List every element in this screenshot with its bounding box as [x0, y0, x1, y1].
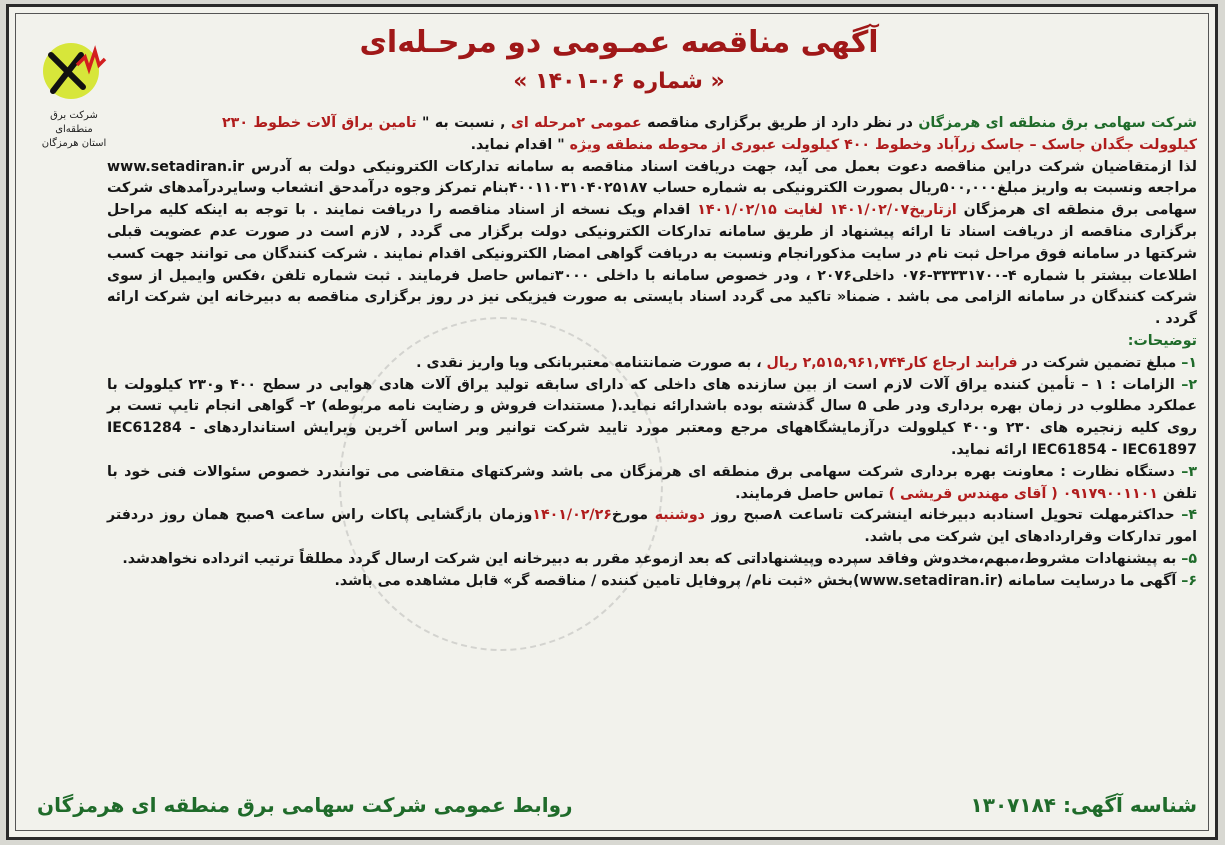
note-5-text: به پیشنهادات مشروط،مبهم،مخدوش وفاقد سپرده وپیشنهاداتی که بعد ازموعد مقرر به دبیرخانه این شرکت ارسال گردد مطلقاً ترتیب اثرداده نخواهدشد. — [122, 550, 1182, 567]
intro-text-1: در نظر دارد از طریق برگزاری مناقصه — [641, 115, 919, 131]
newspaper-ad — [6, 4, 1218, 840]
logo-icon — [37, 35, 109, 107]
note-4-text-e: وزمان بازگشایی پاکات راس ساعت ۹صبح همان روز دردفتر امور تدارکات وقراردادهای این شرکت می باشد. — [107, 507, 1197, 546]
ad-title: آگهی مناقصه عمـومی دو مرحـله‌ای — [359, 25, 879, 60]
tender-subject: تامین یراق آلات خطوط ۲۳۰ کیلوولت جگدان جاسک – جاسک زرآباد وخطوط ۴۰۰ کیلوولت عبوری از محوطه منطقه ویژه — [222, 115, 1197, 153]
contact-phone: ۰۹۱۷۹۰۰۱۱۰۱ ( آقای مهندس قریشی ) — [888, 485, 1158, 502]
note-1-text-a: مبلغ تضمین شرکت در — [1017, 354, 1182, 371]
intro-paragraph — [222, 113, 1197, 157]
tender-type: عمومی ۲مرحله ای — [510, 115, 642, 131]
note-1 — [107, 353, 1197, 375]
deadline-date: ۱۴۰۱/۰۲/۲۶ — [532, 507, 612, 524]
main-text-1: لذا ازمتقاضیان شرکت دراین مناقصه دعوت بعمل می آید، جهت دریافت اسناد مناقصه به سامانه تدارکات الکترونیکی دولت به آدرس www.setadiran.ir مراجعه ونسبت به واریز مبلغ۵۰۰,۰۰۰ریال بصورت الکترونیکی به شماره حساب ۴۰۰۱۱۰۳۱۰۴۰۲۵۱۸۷بنام تمرکز وجوه درآمدحق انشعاب وسایردرآمدهای شرکت سهامی برق منطقه ای هرمزگان — [107, 158, 1198, 219]
note-1-text-c: ، به صورت ضمانتنامه معتبربانکی ویا واریز نقدی . — [416, 354, 767, 371]
note-3 — [107, 462, 1197, 506]
document-date-range: ازتاریخ۱۴۰۱/۰۲/۰۷ لغایت ۱۴۰۱/۰۲/۱۵ — [697, 202, 957, 219]
note-5-number: ۵– — [1181, 550, 1197, 567]
public-relations-signature: روابط عمومی شرکت سهامی برق منطقه ای هرمزگان — [37, 793, 573, 817]
ad-number: « شماره ۰۶-۱۴۰۱ » — [513, 69, 725, 94]
intro-text-3: " اقدام نماید. — [470, 136, 570, 153]
logo-line-2: استان هرمزگان — [41, 138, 107, 149]
note-4-number: ۴– — [1181, 507, 1198, 524]
note-5 — [107, 549, 1197, 571]
ad-footer — [27, 793, 1197, 829]
note-4 — [107, 505, 1197, 549]
note-1-number: ۱– — [1181, 354, 1197, 371]
logo-caption — [31, 109, 117, 151]
note-3-number: ۳– — [1181, 463, 1197, 480]
note-6-text: آگهی ما درسایت سامانه (www.setadiran.ir)بخش «ثبت نام/ پروفایل تامین کننده / مناقصه گر» قابل مشاهده می باشد. — [334, 572, 1182, 589]
note-6-number: ۶– — [1181, 572, 1197, 589]
note-2 — [107, 375, 1197, 462]
notes-heading: توضیحات: — [1127, 332, 1197, 349]
intro-text-2: , نسبت به " — [416, 115, 511, 131]
note-4-text-a: حداکثرمهلت تحویل اسنادبه دبیرخانه اینشرکت تاساعت ۸صبح روز — [704, 507, 1182, 524]
ad-identifier: شناسه آگهی: ۱۳۰۷۱۸۴ — [970, 793, 1197, 817]
note-2-text: الزامات : ۱ – تأمین کننده یراق آلات لازم است از بین سازنده های داخلی که دارای سابقه تولید یراق آلات هادی هوایی در سطح ۴۰۰ و۲۳۰ کیلوولت با عملکرد مطلوب در زمان بهره برداری ودر طی ۵ سال گذشته بوده باشدارائه نماید.( مستندات فروش و رضایت نامه مربوطه) ۲– گواهی انجام تایپ تست بر روی کلیه زنجیره های ۲۳۰ و۴۰۰ کیلوولت درآزمایشگاههای مرجع ومعتبر مورد تایید شرکت توانیر وبر اساس آخرین ویرایش استانداردهای IEC61284 - IEC61854 - IEC61897 ارائه نماید. — [107, 376, 1197, 458]
note-2-number: ۲– — [1181, 376, 1197, 393]
note-6 — [107, 571, 1197, 593]
logo-line-1: شرکت برق منطقه‌ای — [50, 110, 98, 135]
note-4-text-c: مورخ — [611, 507, 655, 524]
main-paragraph — [107, 157, 1197, 331]
company-logo — [31, 35, 117, 157]
main-text-2: اقدام ویک نسخه از اسناد مناقصه را دریافت نمایند . با توجه به اینکه کلیه مراحل برگزاری مناقصه از دریافت اسناد تا ارائه پیشنهاد از طریق سامانه تدارکات الکترونیکی دولت برگزار می گردد , لازم است در صورت عدم عضویت قبلی شرکتها در سامانه فوق مراحل ثبت نام در سایت مذکورانجام ونسبت به دریافت گواهی امضا, الکترونیکی اقدام نمایند . شرکت کنندگان می توانند جهت کسب اطلاعات بیشتر با شماره ۴-۳۳۳۳۱۷۰۰-۰۷۶ داخلی۲۰۷۶ ، ودر خصوص سامانه با داخلی ۳۰۰۰تماس حاصل فرمایند . ثبت شماره تلفن ،فکس وایمیل از سوی شرکت کنندگان در سامانه الزامی می باشد . ضمنا« تاکید می گردد اسناد بایستی به صورت فیزیکی نیز در روز برگزاری مناقصه به دبیرخانه این شرکت ارائه گردد . — [107, 202, 1197, 328]
guarantee-amount: فرایند ارجاع کار۲,۵۱۵,۹۶۱,۷۴۴ ریال — [766, 354, 1018, 371]
note-3-text-a: دستگاه نظارت : معاونت بهره برداری شرکت سهامی برق منطقه ای هرمزگان می باشد وشرکتهای متقاضی می توانندرد خصوص سئوالات فنی خود با تلفن — [107, 463, 1197, 502]
company-name: شرکت سهامی برق منطقه ای هرمزگان — [918, 115, 1198, 131]
note-3-text-c: تماس حاصل فرمایند. — [735, 485, 889, 502]
deadline-day: دوشنبه — [654, 507, 705, 524]
ad-body — [107, 113, 1197, 593]
